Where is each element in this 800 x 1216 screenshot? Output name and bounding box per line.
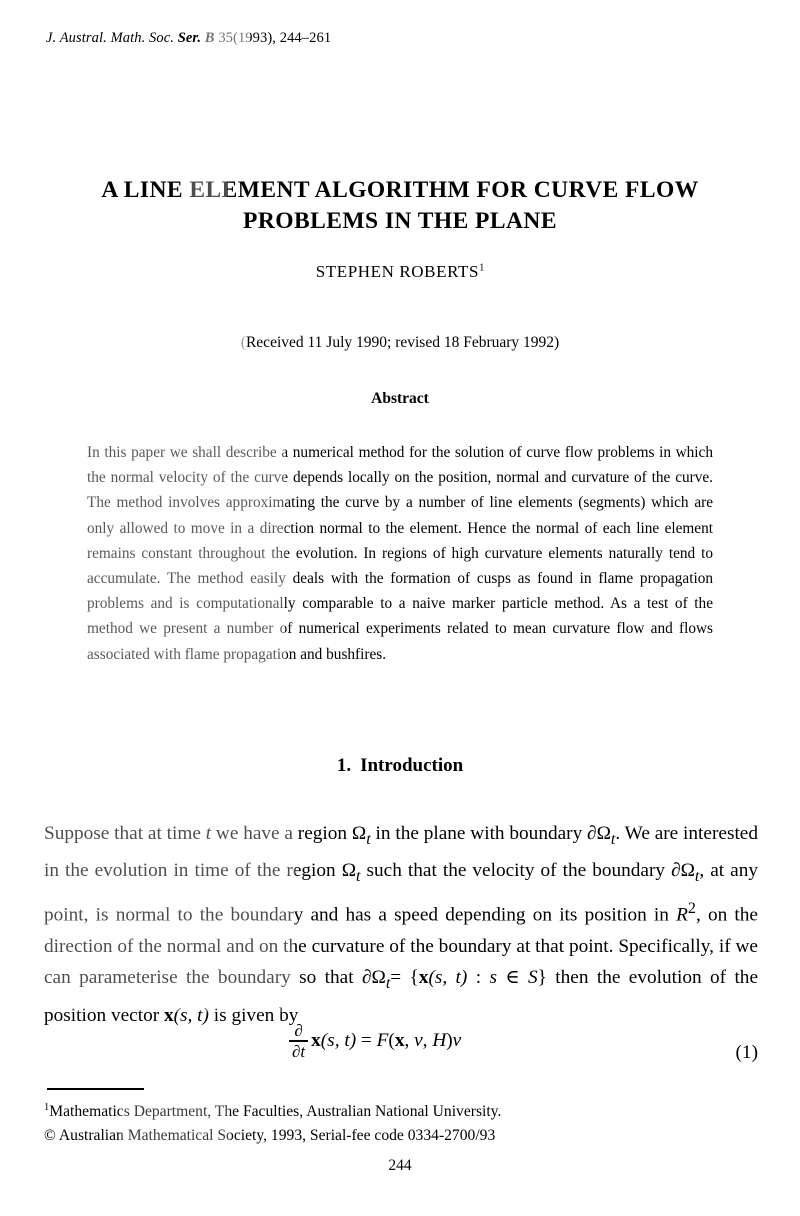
introduction-paragraph bbox=[44, 818, 758, 1031]
equation-comma-1: , bbox=[404, 1029, 415, 1051]
equation-equals: = bbox=[356, 1029, 377, 1051]
received-text: Received 11 July 1990; revised 18 February 1992) bbox=[245, 334, 560, 351]
intro-x-bold-2: x bbox=[163, 1004, 174, 1026]
equation-number: (1) bbox=[735, 1042, 758, 1063]
received-open-paren: ( bbox=[240, 334, 246, 351]
intro-r-symbol: R bbox=[676, 904, 688, 926]
fraction-numerator: ∂ bbox=[294, 1021, 303, 1040]
introduction-body bbox=[44, 818, 758, 1031]
intro-text-2: we have a region bbox=[211, 823, 352, 844]
intro-text-8: then the evolution of the position vector bbox=[44, 967, 759, 1026]
equation-x-bold: x bbox=[311, 1029, 321, 1051]
intro-omega-sub-1: t bbox=[366, 830, 371, 848]
section-title: Introduction bbox=[360, 755, 464, 776]
intro-s-set: S bbox=[528, 967, 538, 989]
footnote-marker: 1 bbox=[44, 1102, 50, 1113]
intro-text-9: is given by bbox=[208, 1004, 299, 1026]
footnote-affiliation-text: Mathematics Department, The Faculties, Australian National University. bbox=[49, 1103, 502, 1121]
intro-text-4: . We are interested in the evolution in time of the region bbox=[44, 823, 759, 882]
intro-text-6: , at any point, is normal to the boundary and has a speed depending on its position in bbox=[44, 860, 759, 926]
intro-s-var: s bbox=[489, 967, 497, 989]
title-line-2: PROBLEMS IN THE PLANE bbox=[243, 208, 557, 234]
equation-open-paren: ( bbox=[388, 1029, 395, 1051]
section-heading-introduction bbox=[60, 755, 740, 777]
display-equation-row bbox=[44, 1022, 758, 1078]
author-footnote-marker: 1 bbox=[479, 262, 485, 274]
footnote-separator-rule bbox=[47, 1088, 144, 1090]
running-head-series: Ser. B bbox=[177, 30, 215, 46]
equation-comma-2: , bbox=[422, 1029, 433, 1051]
intro-x-args-2: (s, t) bbox=[173, 1004, 209, 1026]
running-head-journal: J. Austral. Math. Soc. bbox=[46, 30, 178, 46]
copyright-icon: © bbox=[44, 1127, 56, 1145]
footnote-copyright bbox=[44, 1124, 744, 1148]
intro-d-omega-sub-3: t bbox=[385, 975, 391, 992]
intro-text-5: such that the velocity of the boundary bbox=[360, 860, 672, 882]
equation-function-f: F bbox=[376, 1029, 389, 1051]
intro-set-colon: : bbox=[467, 967, 490, 989]
abstract-body bbox=[87, 440, 713, 667]
footnote-affiliation bbox=[44, 1096, 744, 1124]
intro-var-t: t bbox=[205, 823, 212, 844]
equation-arg-x: x bbox=[394, 1029, 405, 1051]
equation-body bbox=[311, 1030, 461, 1052]
intro-d-omega-sub-2: t bbox=[694, 868, 700, 886]
intro-x-bold-1: x bbox=[418, 967, 429, 989]
received-date-line bbox=[60, 334, 740, 352]
intro-d-omega-2: ∂Ω bbox=[671, 860, 695, 882]
intro-omega-sub-2: t bbox=[356, 868, 361, 886]
author-label: STEPHEN ROBERTS bbox=[315, 262, 480, 281]
section-number: 1. bbox=[336, 755, 352, 776]
display-equation bbox=[289, 1022, 461, 1060]
title-line-1: A LINE ELEMENT ALGORITHM FOR CURVE FLOW bbox=[101, 177, 699, 203]
intro-text-7: , on the direction of the normal and on the curvature of the boundary at that point. Specifically, if we can parameterise the boundary so that bbox=[44, 904, 758, 989]
intro-d-omega-1: ∂Ω bbox=[587, 823, 611, 844]
intro-d-omega-3: ∂Ω bbox=[361, 967, 386, 989]
footnote-copyright-text: Australian Mathematical Society, 1993, Serial-fee code 0334-2700/93 bbox=[55, 1127, 496, 1145]
equation-arg-h: H bbox=[432, 1029, 447, 1051]
intro-text-1: Suppose that at time bbox=[44, 823, 206, 844]
intro-set-in: ∈ bbox=[496, 967, 529, 989]
running-head bbox=[46, 30, 331, 47]
fraction-denominator: ∂t bbox=[292, 1041, 306, 1061]
intro-x-args-1: (s, t) bbox=[428, 967, 468, 989]
footnote-block bbox=[44, 1096, 744, 1148]
abstract-paragraph: In this paper we shall describe a numerical method for the solution of curve flow problems in which the normal velocity of the curve depends locally on the position, normal and curvature of the curve. The method involves approximating the curve by a number of line elements (segments) which are only allowed to move in a direction normal to the element. Hence the normal of each line element remains constant throughout the evolution. In regions of high curvature elements naturally tend to accumulate. The method easily deals with the formation of cusps as found in flame propagation problems and is computationally comparable to a naive marker particle method. As a test of the method we present a number of numerical experiments related to mean curvature flow and flows associated with flame propagation and bushfires. bbox=[87, 444, 713, 663]
intro-set-close: } bbox=[537, 967, 547, 989]
page-title bbox=[60, 175, 740, 237]
intro-d-omega-sub-1: t bbox=[610, 830, 616, 848]
intro-text-3: in the plane with boundary bbox=[370, 823, 588, 844]
intro-omega-2: Ω bbox=[341, 860, 357, 882]
running-head-volume: 35(1993), 244–261 bbox=[214, 30, 332, 46]
page-number: 244 bbox=[388, 1157, 412, 1174]
partial-derivative-fraction bbox=[289, 1022, 308, 1060]
equation-trailing-nu: ν bbox=[452, 1029, 462, 1051]
equation-close-paren: ) bbox=[446, 1029, 453, 1051]
equation-x-args: (s, t) bbox=[320, 1029, 357, 1051]
intro-r-exponent: 2 bbox=[687, 899, 696, 917]
intro-omega-1: Ω bbox=[351, 823, 367, 844]
intro-set-def: = { bbox=[390, 967, 419, 989]
author-name bbox=[60, 262, 740, 282]
equation-arg-nu: ν bbox=[414, 1029, 423, 1051]
abstract-heading: Abstract bbox=[371, 390, 429, 407]
